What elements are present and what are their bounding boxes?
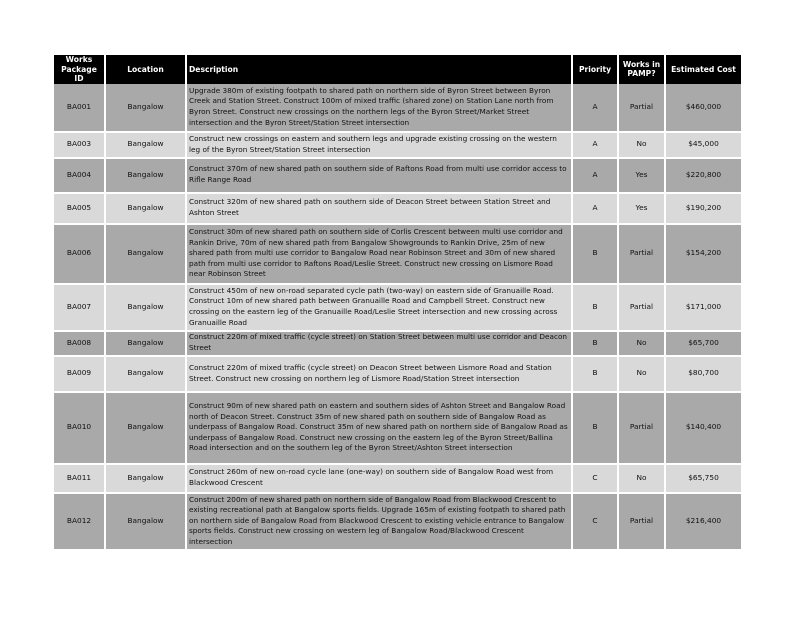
cell-id: BA007: [54, 285, 106, 332]
cell-cost: $140,400: [666, 393, 741, 465]
cell-location: Bangalow: [106, 465, 187, 494]
cell-location: Bangalow: [106, 332, 187, 357]
cell-cost: $65,750: [666, 465, 741, 494]
cell-description: Construct 320m of new shared path on southern side of Deacon Street between Station Street and Ashton Street: [187, 194, 573, 225]
cell-id: BA001: [54, 84, 106, 133]
cell-cost: $154,200: [666, 225, 741, 285]
cell-location: Bangalow: [106, 285, 187, 332]
cell-location: Bangalow: [106, 133, 187, 159]
cell-cost: $80,700: [666, 357, 741, 393]
table-row: [54, 393, 741, 465]
cell-pamp: No: [619, 332, 666, 357]
cell-priority: A: [573, 194, 619, 225]
header-works-package-id: Works Package ID: [54, 55, 106, 84]
cell-description: Construct 90m of new shared path on eastern and southern sides of Ashton Street and Bangalow Road north of Deacon Street. Construct 35m of new shared path on southern side of Bangalow Road as underpass of Bangalow Road. Construct 35m of new shared path on northern side of Bangalow Road as underpass of Bangalow Road. Construct new crossing on the eastern leg of the Byron Street/Ballina Road intersection and on the southern leg of the Byron Street/Ashton Street intersection: [187, 393, 573, 465]
table-row: [54, 285, 741, 332]
cell-id: BA008: [54, 332, 106, 357]
cell-pamp: No: [619, 133, 666, 159]
header-works-in-pamp: Works in PAMP?: [619, 55, 666, 84]
cell-location: Bangalow: [106, 194, 187, 225]
cell-pamp: Partial: [619, 225, 666, 285]
cell-location: Bangalow: [106, 159, 187, 194]
table-row: [54, 465, 741, 494]
cell-description: Upgrade 380m of existing footpath to shared path on northern side of Byron Street between Byron Creek and Station Street. Construct 100m of mixed traffic (shared zone) on Station Lane north from Byron Street. Construct new crossings on the northern legs of the Byron Street/Market Street intersection and the Byron Street/Station Street intersection: [187, 84, 573, 133]
header-description: Description: [187, 55, 573, 84]
cell-description: Construct 200m of new shared path on northern side of Bangalow Road from Blackwood Crescent to existing recreational path at Bangalow sports fields. Upgrade 165m of existing footpath to shared path on northern side of Bangalow Road from Blackwood Crescent to existing vehicle entrance to Bangalow sports fields. Construct new crossing on western leg of Bangalow Road/Blackwood Crescent intersection: [187, 494, 573, 551]
header-priority: Priority: [573, 55, 619, 84]
table-row: [54, 332, 741, 357]
cell-description: Construct 220m of mixed traffic (cycle street) on Deacon Street between Lismore Road and Station Street. Construct new crossing on northern leg of Lismore Road/Station Street intersection: [187, 357, 573, 393]
works-package-table-sheet: [54, 55, 741, 551]
cell-pamp: Yes: [619, 194, 666, 225]
cell-description: Construct 260m of new on-road cycle lane (one-way) on southern side of Bangalow Road west from Blackwood Crescent: [187, 465, 573, 494]
cell-cost: $65,700: [666, 332, 741, 357]
cell-description: Construct new crossings on eastern and southern legs and upgrade existing crossing on the western leg of the Byron Street/Station Street intersection: [187, 133, 573, 159]
table-row: [54, 494, 741, 551]
cell-priority: A: [573, 84, 619, 133]
cell-description: Construct 30m of new shared path on southern side of Corlis Crescent between multi use corridor and Rankin Drive, 70m of new shared path from Bangalow Showgrounds to Rankin Drive, 25m of new shared path from multi use corridor to Bangalow Road near Robinson Street and 30m of new shared path from multi use corridor to Raftons Road/Leslie Street. Construct new crossing on Lismore Road near Robinson Street: [187, 225, 573, 285]
cell-id: BA012: [54, 494, 106, 551]
cell-id: BA006: [54, 225, 106, 285]
cell-priority: A: [573, 159, 619, 194]
cell-pamp: Yes: [619, 159, 666, 194]
cell-description: Construct 450m of new on-road separated cycle path (two-way) on eastern side of Granuaille Road. Construct 10m of new shared path between Granuaille Road and Campbell Street. Construct new crossing on the eastern leg of the Granuaille Road/Leslie Street intersection and new crossing across Granuaille Road: [187, 285, 573, 332]
cell-cost: $45,000: [666, 133, 741, 159]
header-estimated-cost: Estimated Cost: [666, 55, 741, 84]
table-row: [54, 357, 741, 393]
cell-id: BA003: [54, 133, 106, 159]
cell-pamp: No: [619, 357, 666, 393]
cell-cost: $171,000: [666, 285, 741, 332]
cell-description: Construct 370m of new shared path on southern side of Raftons Road from multi use corridor access to Rifle Range Road: [187, 159, 573, 194]
cell-location: Bangalow: [106, 494, 187, 551]
cell-priority: B: [573, 225, 619, 285]
header-location: Location: [106, 55, 187, 84]
table-row: [54, 133, 741, 159]
cell-priority: C: [573, 465, 619, 494]
cell-cost: $220,800: [666, 159, 741, 194]
cell-id: BA009: [54, 357, 106, 393]
works-package-table: [54, 55, 741, 551]
cell-pamp: Partial: [619, 285, 666, 332]
cell-priority: B: [573, 357, 619, 393]
cell-location: Bangalow: [106, 357, 187, 393]
cell-cost: $460,000: [666, 84, 741, 133]
cell-pamp: Partial: [619, 84, 666, 133]
cell-cost: $216,400: [666, 494, 741, 551]
cell-id: BA005: [54, 194, 106, 225]
cell-cost: $190,200: [666, 194, 741, 225]
cell-id: BA010: [54, 393, 106, 465]
table-row: [54, 225, 741, 285]
cell-pamp: Partial: [619, 393, 666, 465]
cell-priority: B: [573, 285, 619, 332]
table-row: [54, 84, 741, 133]
cell-priority: C: [573, 494, 619, 551]
cell-priority: A: [573, 133, 619, 159]
cell-pamp: Partial: [619, 494, 666, 551]
table-row: [54, 194, 741, 225]
cell-location: Bangalow: [106, 84, 187, 133]
cell-id: BA004: [54, 159, 106, 194]
cell-location: Bangalow: [106, 225, 187, 285]
cell-pamp: No: [619, 465, 666, 494]
table-row: [54, 159, 741, 194]
cell-location: Bangalow: [106, 393, 187, 465]
cell-priority: B: [573, 393, 619, 465]
cell-id: BA011: [54, 465, 106, 494]
cell-priority: B: [573, 332, 619, 357]
table-header-row: [54, 55, 741, 84]
cell-description: Construct 220m of mixed traffic (cycle street) on Station Street between multi use corridor and Deacon Street: [187, 332, 573, 357]
